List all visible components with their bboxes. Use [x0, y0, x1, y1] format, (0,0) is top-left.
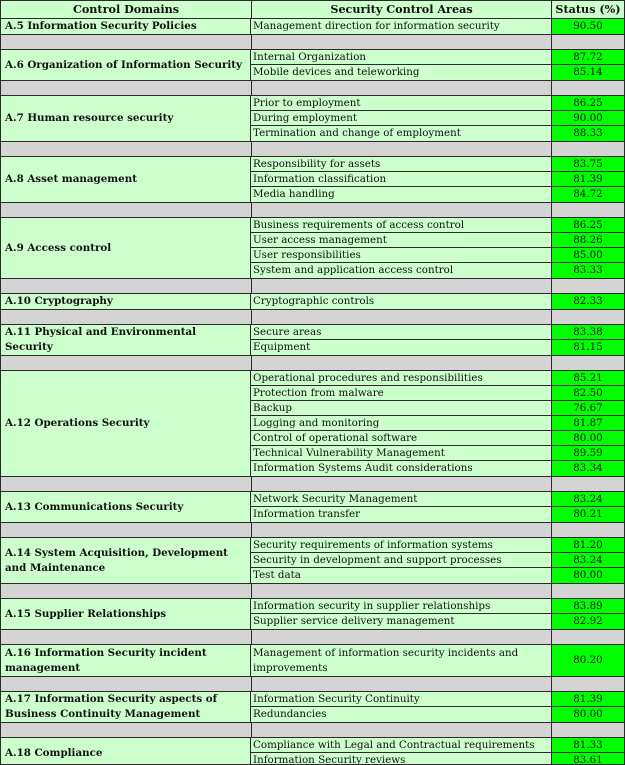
control-area-cell: Logging and monitoring: [251, 416, 551, 431]
domain-group: [1, 738, 624, 765]
separator-cell: [1, 630, 252, 644]
separator-cell: [252, 477, 553, 491]
control-area-cell: Test data: [253, 569, 301, 581]
separator-cell: [252, 203, 553, 217]
control-area-cell: Security in development and support processes: [251, 553, 551, 568]
status-value-cell: 80.00: [573, 569, 603, 581]
control-area-cell: User access management: [251, 233, 551, 248]
separator-cell: [252, 310, 553, 324]
separator-cell: [1, 523, 252, 537]
status-column: [552, 738, 624, 765]
status-value-cell: 81.20: [552, 538, 624, 553]
control-area-cell: Security requirements of information systems: [251, 538, 551, 553]
control-domain-cell: A.6 Organization of Information Security: [1, 50, 251, 80]
control-areas-column: [251, 294, 552, 309]
separator-cell: [252, 81, 553, 95]
separator-cell: [552, 523, 624, 537]
control-area-cell: Information classification: [251, 172, 551, 187]
separator-cell: [552, 630, 624, 644]
control-area-cell: Mobile devices and teleworking: [253, 66, 420, 78]
control-domain-cell: A.9 Access control: [1, 218, 251, 278]
control-area-cell: Information Security Continuity: [251, 692, 551, 707]
status-value-cell: 81.39: [552, 172, 624, 187]
separator-cell: [552, 477, 624, 491]
separator-cell: [252, 584, 553, 598]
control-areas-column: [251, 96, 552, 141]
control-domain-cell: A.11 Physical and Environmental Security: [1, 325, 251, 355]
separator-cell: [252, 142, 553, 156]
status-value-cell: 76.67: [552, 401, 624, 416]
domain-group: [1, 218, 624, 279]
domain-group: [1, 96, 624, 142]
status-value-cell: 84.72: [573, 188, 603, 200]
status-value-cell: 80.00: [552, 431, 624, 446]
control-area-cell: Network Security Management: [251, 492, 551, 507]
status-column: [552, 371, 624, 476]
separator-cell: [1, 477, 252, 491]
separator-cell: [552, 142, 624, 156]
status-column: [552, 50, 624, 80]
control-areas-column: [251, 692, 552, 722]
status-value-cell: 86.25: [552, 96, 624, 111]
separator-cell: [252, 356, 553, 370]
domain-group: [1, 645, 624, 677]
group-separator-row: [1, 584, 624, 599]
control-areas-column: [251, 325, 552, 355]
separator-cell: [1, 310, 252, 324]
control-area-cell: Internal Organization: [251, 50, 551, 65]
control-areas-column: [251, 492, 552, 522]
status-value-cell: 90.50: [573, 20, 603, 32]
separator-cell: [552, 356, 624, 370]
control-domain-cell: A.10 Cryptography: [1, 294, 251, 309]
control-domain-cell: A.8 Asset management: [1, 157, 251, 202]
control-area-cell: Information transfer: [253, 508, 361, 520]
status-column: [552, 692, 624, 722]
domain-group: [1, 538, 624, 584]
status-value-cell: 81.15: [573, 341, 603, 353]
control-area-cell: Management of information security incidents and improvements: [253, 646, 519, 674]
separator-cell: [1, 723, 252, 737]
control-areas-column: [251, 538, 552, 583]
control-domain-cell: A.12 Operations Security: [1, 371, 251, 476]
domain-group: [1, 371, 624, 477]
separator-cell: [552, 203, 624, 217]
control-areas-column: [251, 599, 552, 629]
separator-cell: [1, 279, 252, 293]
control-area-cell: Protection from malware: [251, 386, 551, 401]
domain-group: [1, 157, 624, 203]
status-value-cell: 83.38: [552, 325, 624, 340]
separator-cell: [552, 584, 624, 598]
group-separator-row: [1, 523, 624, 538]
control-areas-column: [251, 157, 552, 202]
control-area-cell: System and application access control: [253, 264, 454, 276]
control-area-cell: Prior to employment: [251, 96, 551, 111]
separator-cell: [252, 279, 553, 293]
control-area-cell: Secure areas: [251, 325, 551, 340]
group-separator-row: [1, 142, 624, 157]
group-separator-row: [1, 356, 624, 371]
control-domain-cell: A.15 Supplier Relationships: [1, 599, 251, 629]
status-value-cell: 80.20: [573, 654, 603, 666]
status-value-cell: 88.33: [573, 127, 603, 139]
control-areas-column: [251, 645, 552, 676]
status-column: [552, 96, 624, 141]
status-column: [552, 538, 624, 583]
domain-group: [1, 492, 624, 523]
control-domain-cell: A.16 Information Security incident management: [1, 645, 251, 676]
separator-cell: [552, 35, 624, 49]
group-separator-row: [1, 203, 624, 218]
control-areas-column: [251, 218, 552, 278]
group-separator-row: [1, 279, 624, 294]
status-column: [552, 218, 624, 278]
separator-cell: [252, 35, 553, 49]
separator-cell: [552, 81, 624, 95]
group-separator-row: [1, 35, 624, 50]
status-value-cell: 82.33: [573, 295, 603, 307]
status-value-cell: 80.21: [573, 508, 603, 520]
domain-group: [1, 325, 624, 356]
separator-cell: [1, 81, 252, 95]
status-value-cell: 82.92: [573, 615, 603, 627]
status-value-cell: 83.75: [552, 157, 624, 172]
separator-cell: [552, 279, 624, 293]
domain-group: [1, 50, 624, 81]
domain-group: [1, 692, 624, 723]
control-area-cell: Information Systems Audit considerations: [253, 462, 473, 474]
separator-cell: [252, 523, 553, 537]
control-areas-column: [251, 371, 552, 476]
control-domain-cell: A.5 Information Security Policies: [1, 19, 251, 34]
status-column: [552, 294, 624, 309]
control-area-cell: During employment: [251, 111, 551, 126]
status-value-cell: 81.87: [552, 416, 624, 431]
separator-cell: [1, 142, 252, 156]
header-status: Status (%): [555, 2, 621, 16]
control-areas-column: [251, 50, 552, 80]
status-column: [552, 325, 624, 355]
group-separator-row: [1, 81, 624, 96]
control-area-cell: Cryptographic controls: [253, 295, 375, 307]
control-areas-column: [251, 19, 552, 34]
control-area-cell: Information security in supplier relationships: [251, 599, 551, 614]
status-column: [552, 645, 624, 676]
domain-group: [1, 599, 624, 630]
separator-cell: [1, 677, 252, 691]
separator-cell: [1, 584, 252, 598]
status-value-cell: 83.24: [552, 492, 624, 507]
separator-cell: [552, 310, 624, 324]
control-area-cell: Operational procedures and responsibilities: [251, 371, 551, 386]
control-domain-cell: A.13 Communications Security: [1, 492, 251, 522]
status-value-cell: 89.59: [552, 446, 624, 461]
table-body: [1, 19, 624, 765]
status-value-cell: 90.00: [552, 111, 624, 126]
status-value-cell: 83.89: [552, 599, 624, 614]
control-area-cell: Backup: [251, 401, 551, 416]
status-column: [552, 157, 624, 202]
control-area-cell: User responsibilities: [251, 248, 551, 263]
separator-cell: [252, 723, 553, 737]
control-area-cell: Information Security reviews: [253, 754, 406, 765]
status-value-cell: 83.33: [573, 264, 603, 276]
status-value-cell: 88.26: [552, 233, 624, 248]
status-value-cell: 85.00: [552, 248, 624, 263]
status-value-cell: 82.50: [552, 386, 624, 401]
status-value-cell: 86.25: [552, 218, 624, 233]
separator-cell: [552, 723, 624, 737]
group-separator-row: [1, 310, 624, 325]
table-header: [1, 1, 624, 19]
status-value-cell: 87.72: [552, 50, 624, 65]
status-value-cell: 85.21: [552, 371, 624, 386]
control-area-cell: Termination and change of employment: [253, 127, 461, 139]
control-area-cell: Management direction for information security: [253, 20, 500, 32]
status-value-cell: 83.24: [552, 553, 624, 568]
header-security-control-areas: Security Control Areas: [252, 1, 552, 18]
control-areas-column: [251, 738, 552, 765]
separator-cell: [252, 677, 553, 691]
status-value-cell: 83.61: [573, 754, 603, 765]
status-value-cell: 85.14: [573, 66, 603, 78]
control-area-cell: Control of operational software: [251, 431, 551, 446]
control-area-cell: Media handling: [253, 188, 335, 200]
control-domain-cell: A.17 Information Security aspects of Business Continuity Management: [1, 692, 251, 722]
control-domain-cell: A.18 Compliance: [1, 738, 251, 765]
group-separator-row: [1, 723, 624, 738]
domain-group: [1, 294, 624, 310]
control-area-cell: Technical Vulnerability Management: [251, 446, 551, 461]
control-area-cell: Responsibility for assets: [251, 157, 551, 172]
separator-cell: [1, 356, 252, 370]
status-column: [552, 19, 624, 34]
status-column: [552, 599, 624, 629]
group-separator-row: [1, 477, 624, 492]
control-area-cell: Supplier service delivery management: [253, 615, 455, 627]
separator-cell: [552, 677, 624, 691]
control-area-cell: Compliance with Legal and Contractual requirements: [251, 738, 551, 753]
separator-cell: [1, 35, 252, 49]
control-area-cell: Equipment: [253, 341, 311, 353]
group-separator-row: [1, 677, 624, 692]
separator-cell: [1, 203, 252, 217]
status-value-cell: 80.00: [573, 708, 603, 720]
control-area-cell: Business requirements of access control: [251, 218, 551, 233]
control-area-cell: Redundancies: [253, 708, 327, 720]
control-domain-cell: A.7 Human resource security: [1, 96, 251, 141]
domain-group: [1, 19, 624, 35]
header-control-domains: Control Domains: [1, 1, 252, 18]
status-value-cell: 81.33: [552, 738, 624, 753]
group-separator-row: [1, 630, 624, 645]
status-column: [552, 492, 624, 522]
status-value-cell: 81.39: [552, 692, 624, 707]
separator-cell: [252, 630, 553, 644]
status-value-cell: 83.34: [573, 462, 603, 474]
control-domain-cell: A.14 System Acquisition, Development and Maintenance: [1, 538, 251, 583]
